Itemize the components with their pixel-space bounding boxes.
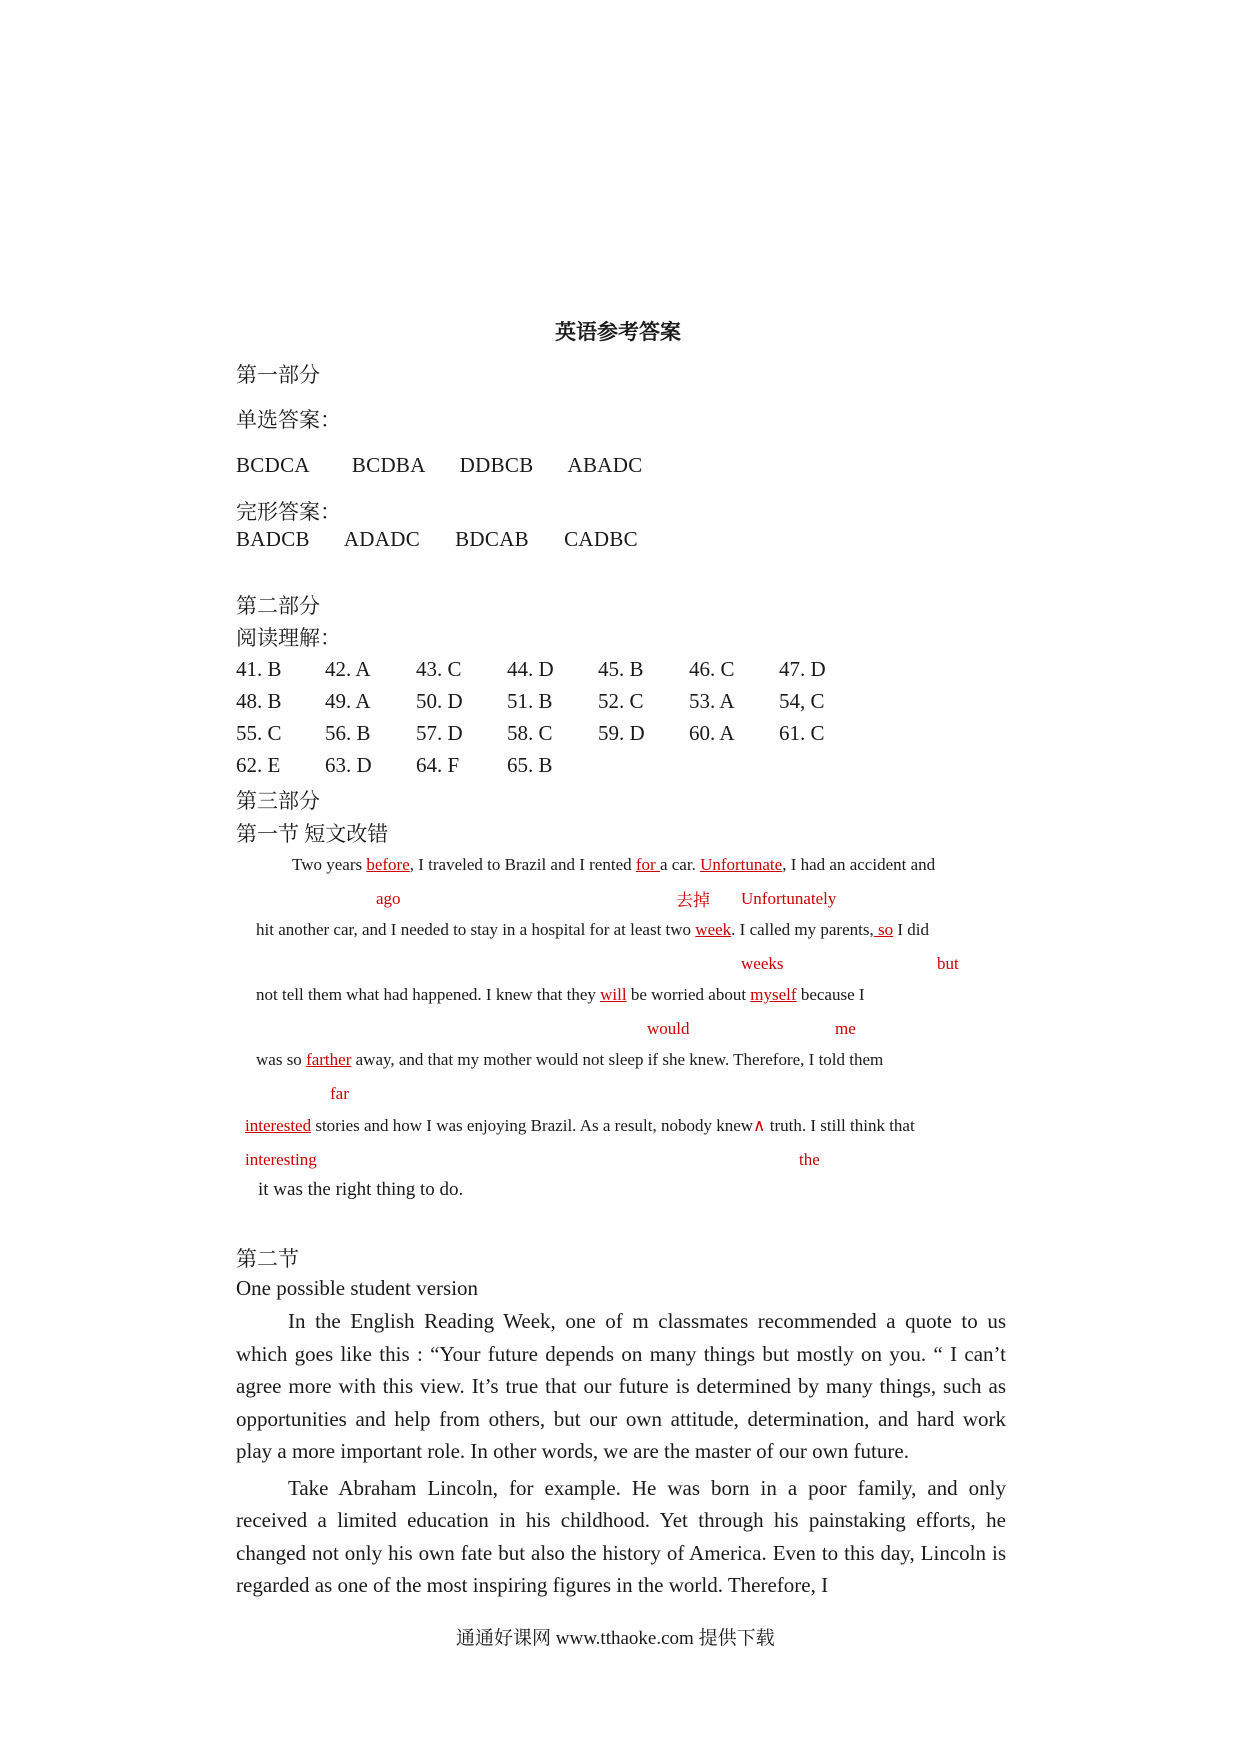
section2-heading: 第二节 — [236, 1247, 299, 1271]
reading-answer: 54, C — [779, 689, 825, 713]
correction-line-3 — [256, 985, 865, 1005]
reading-answer: 63. D — [325, 753, 372, 777]
correction-line-5 — [245, 1116, 915, 1136]
passage-text: truth. I still think that — [765, 1116, 915, 1135]
single-choice-group: BCDCA — [236, 453, 309, 477]
correction-word: the — [799, 1150, 820, 1169]
single-choice-group: BCDBA — [351, 453, 425, 477]
part1-heading: 第一部分 — [236, 363, 320, 387]
cloze-group: CADBC — [564, 527, 638, 551]
reading-answer: 60. A — [689, 721, 735, 745]
passage-text: away, and that my mother would not sleep if she knew. Therefore, I told them — [351, 1050, 884, 1069]
reading-answer: 56. B — [325, 721, 371, 745]
single-choice-group: DDBCB — [459, 453, 534, 477]
error-word: before — [366, 855, 410, 874]
passage-text: , I had an accident and — [782, 855, 936, 874]
part3-heading: 第三部分 — [236, 789, 320, 813]
reading-label: 阅读理解： — [236, 626, 341, 650]
reading-answer: 62. E — [236, 753, 281, 777]
insert-caret-icon: ∧ — [753, 1116, 766, 1136]
passage-text: a car. — [659, 855, 701, 874]
correction-word: 去掉 — [676, 891, 710, 910]
reading-answer: 41. B — [236, 657, 282, 681]
reading-answer: 49. A — [325, 689, 371, 713]
reading-answer: 64. F — [416, 753, 460, 777]
part2-heading: 第二部分 — [236, 594, 320, 618]
passage-text: I did — [893, 920, 929, 939]
correction-line-6: it was the right thing to do. — [258, 1179, 464, 1200]
cloze-group: BADCB — [236, 527, 310, 551]
passage-text: because I — [796, 985, 865, 1004]
error-word: farther — [306, 1050, 352, 1069]
passage-text: be worried about — [626, 985, 751, 1004]
reading-answer: 52. C — [598, 689, 644, 713]
correction-line-4 — [256, 1050, 883, 1070]
reading-answer: 43. C — [416, 657, 462, 681]
reading-answer: 46. C — [689, 657, 735, 681]
passage-text: . I called my parents, — [731, 920, 874, 939]
single-choice-answers — [236, 453, 643, 478]
correction-word: interesting — [245, 1150, 317, 1169]
cloze-answers — [236, 527, 638, 552]
page-footer: 通通好课网 www.tthaoke.com 提供下载 — [450, 1623, 781, 1650]
error-word: for — [635, 855, 660, 874]
reading-answer: 47. D — [779, 657, 826, 681]
error-word: will — [600, 985, 627, 1004]
cloze-group: BDCAB — [455, 527, 529, 551]
correction-word: but — [937, 954, 959, 973]
reading-answer: 65. B — [507, 753, 553, 777]
error-word: myself — [750, 985, 797, 1004]
correction-word: weeks — [741, 954, 784, 973]
passage-text: hit another car, and I needed to stay in a hospital for at least two — [256, 920, 696, 939]
single-choice-label: 单选答案： — [236, 408, 341, 432]
correction-word: ago — [376, 889, 401, 908]
reading-answer: 51. B — [507, 689, 553, 713]
error-word: week — [695, 920, 732, 939]
reading-answer: 45. B — [598, 657, 644, 681]
correction-word: me — [835, 1019, 856, 1038]
section2-subheading: One possible student version — [236, 1276, 479, 1300]
passage-text: stories and how I was enjoying Brazil. As a result, nobody knew — [311, 1116, 754, 1135]
correction-word: far — [330, 1084, 349, 1103]
error-word: interested — [245, 1116, 312, 1135]
reading-answer: 59. D — [598, 721, 645, 745]
essay-paragraph: In the English Reading Week, one of m classmates recommended a quote to us which goes like this : “Your future depends on many things but mostly on you. “ I can’t agree more with this view. It’s true that our future is determined by many things, such as opportunities and help from others, but our own attitude, determination, and hard work play a more important role. In other words, we are the master of our own future. — [236, 1309, 1006, 1463]
reading-answer: 50. D — [416, 689, 463, 713]
passage-text: was so — [256, 1050, 307, 1069]
reading-answer: 48. B — [236, 689, 282, 713]
reading-answer: 53. A — [689, 689, 735, 713]
passage-text: , I traveled to Brazil and I rented — [409, 855, 636, 874]
passage-text: Two years — [292, 855, 367, 874]
correction-word: Unfortunately — [741, 889, 837, 908]
reading-answer: 57. D — [416, 721, 463, 745]
error-word: Unfortunate — [700, 855, 783, 874]
passage-text: not tell them what had happened. I knew that they — [256, 985, 601, 1004]
correction-line-2 — [256, 920, 929, 940]
reading-answer: 58. C — [507, 721, 553, 745]
correction-line-1 — [292, 855, 935, 875]
reading-answer: 44. D — [507, 657, 554, 681]
reading-answer: 61. C — [779, 721, 825, 745]
cloze-group: ADADC — [343, 527, 420, 551]
cloze-label: 完形答案： — [236, 500, 341, 524]
essay-body — [236, 1305, 1006, 1602]
reading-answer: 55. C — [236, 721, 282, 745]
essay-paragraph: Take Abraham Lincoln, for example. He was born in a poor family, and only received a limited education in his childhood. Yet through his painstaking efforts, he changed not only his own fate but also the history of America. Even to this day, Lincoln is regarded as one of the most inspiring figures in the world. Therefore, I — [236, 1475, 1006, 1597]
correction-word: would — [647, 1019, 690, 1038]
single-choice-group: ABADC — [567, 453, 643, 477]
reading-answer: 42. A — [325, 657, 371, 681]
error-word: so — [873, 920, 894, 939]
section1-heading: 第一节 短文改错 — [236, 822, 389, 846]
page-title: 英语参考答案 — [555, 320, 681, 344]
